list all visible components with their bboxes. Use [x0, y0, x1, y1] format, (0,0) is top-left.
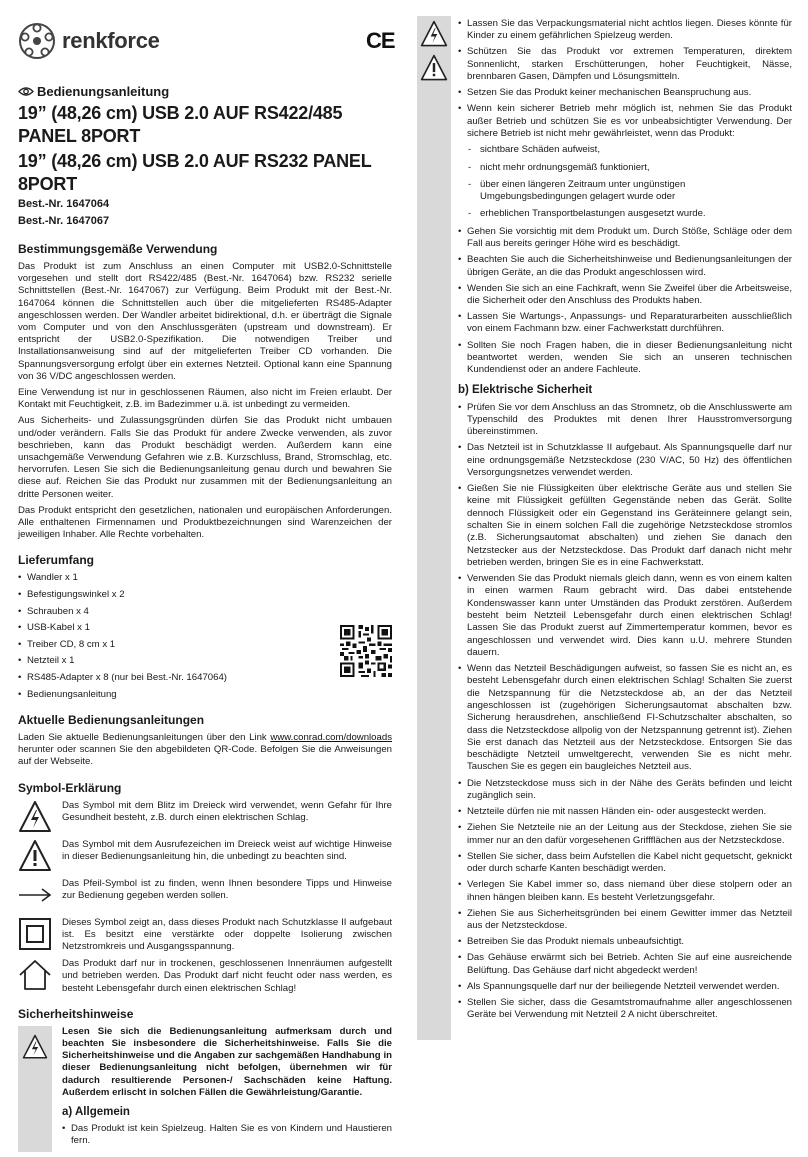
- list-item: • Wenden Sie sich an eine Fachkraft, wenn Sie Zweifel über die Arbeitsweise, die Sicherheit oder den Anschluss des Produkts haben.: [458, 283, 792, 308]
- list-item: • Ziehen Sie Netzteile nie an der Leitung aus der Steckdose, ziehen Sie sie immer nur an den dafür vorgesehenen Griffflächen aus der Netzsteckdose.: [458, 822, 792, 847]
- list-item: • Lassen Sie Wartungs-, Anpassungs- und Reparaturarbeiten ausschließlich von einem Fachmann bzw. einer Fachwerkstatt durchführen.: [458, 311, 792, 336]
- list-item: • Betreiben Sie das Produkt niemals unbeaufsichtigt.: [458, 936, 792, 948]
- product-title-2: 19” (48,26 cm) USB 2.0 AUF RS232 PANEL 8PORT: [18, 151, 372, 194]
- general-list-right-b: [458, 226, 792, 377]
- symbol-row: [18, 800, 392, 834]
- list-item: - über einen längeren Zeitraum unter ungünstigen Umgebungsbedingungen gelagert wurde oder: [468, 179, 792, 204]
- list-item: • Das Netzteil ist in Schutzklasse II aufgebaut. Als Spannungsquelle darf nur eine ordnungsgemäße Netzsteckdose (230 V/AC, 50 Hz) des öffentlichen Versorgungsnetzes verwendet werden.: [458, 442, 792, 479]
- symbol-text: Das Pfeil-Symbol ist zu finden, wenn Ihnen besondere Tipps und Hinweise zur Bedienung gegeben werden sollen.: [62, 877, 392, 901]
- list-item: • Verlegen Sie Kabel immer so, dass niemand über diese stolpern oder an ihnen hängen bleiben kann. Es besteht Verletzungsgefahr.: [458, 879, 792, 904]
- list-item: • Ziehen Sie aus Sicherheitsgründen bei einem Gewitter immer das Netzteil aus der Netzsteckdose.: [458, 908, 792, 933]
- current-manuals-text-before: Laden Sie aktuelle Bedienungsanleitungen über den Link: [18, 731, 271, 743]
- lightning-warning-icon: [420, 20, 448, 48]
- left-column: [18, 18, 395, 1152]
- intended-use-paragraph: Das Produkt entspricht den gesetzlichen, nationalen und europäischen Anforderungen. Alle enthaltenen Firmennamen und Produktbezeichnungen sind Warenzeichen der jeweiligen Inhaber. Alle Rechte vorbehalten.: [18, 504, 392, 541]
- exclamation-warning-icon: [18, 839, 52, 873]
- safety-intro-box: [18, 1026, 392, 1152]
- protection-class-ii-icon: [18, 917, 52, 951]
- product-title-1: 19” (48,26 cm) USB 2.0 AUF RS422/485 PANEL 8PORT: [18, 103, 343, 146]
- electrical-list: [458, 402, 792, 1022]
- symbol-text: Das Symbol mit dem Ausrufezeichen im Dreieck weist auf wichtige Hinweise in dieser Bedienungsanleitung hin, die unbedingt zu beachten sind.: [62, 838, 392, 862]
- symbol-row: [18, 839, 392, 873]
- list-item: • Das Gehäuse erwärmt sich bei Betrieb. Achten Sie auf eine ausreichende Belüftung. Das Gehäuse darf nicht abgedeckt werden!: [458, 952, 792, 977]
- symbol-row: [18, 878, 392, 912]
- list-item: • Befestigungswinkel x 2: [18, 589, 392, 601]
- eye-icon: [18, 86, 34, 97]
- manual-label: [18, 84, 392, 99]
- conditions-list: [468, 144, 792, 220]
- list-item: - sichtbare Schäden aufweist,: [468, 144, 792, 156]
- general-list-right-a: [458, 18, 792, 140]
- lightning-warning-icon: [18, 800, 52, 834]
- right-icon-stack: [417, 20, 451, 88]
- list-item: - erheblichen Transportbelastungen ausgesetzt wurde.: [468, 208, 792, 220]
- list-item: • Das Produkt ist kein Spielzeug. Halten Sie es von Kindern und Haustieren fern.: [62, 1123, 392, 1148]
- list-item: • Gießen Sie nie Flüssigkeiten über elektrische Geräte aus und stellen Sie keine mit Flüssigkeit gefüllten Gegenstände neben das Gerät. Sollte dennoch Flüssigkeit oder ein Gegenstand ins Geräteinnere gelangt sein, schalten Sie in einem solchen Fall die zugehörige Netzsteckdose stromlos (z.B. Sicherungsautomat abschalten) und ziehen Sie danach den Netzstecker aus der Netzsteckdose. Das Produkt darf danach nicht mehr betrieben werden, bringen Sie es in eine Fachwerkstatt.: [458, 483, 792, 569]
- list-item: • Gehen Sie vorsichtig mit dem Produkt um. Durch Stöße, Schläge oder dem Fall aus bereits geringer Höhe wird es beschädigt.: [458, 226, 792, 251]
- list-item: • Die Netzsteckdose muss sich in der Nähe des Geräts befinden und leicht zugänglich sein.: [458, 778, 792, 803]
- safety-intro-content: [62, 1026, 392, 1152]
- list-item: • Wenn das Netzteil Beschädigungen aufweist, so fassen Sie es nicht an, es besteht Lebensgefahr durch einen elektrischen Schlag! Schalten Sie zuerst die Netzspannung für die Netzsteckdose ab, an der das Netzteil angeschlossen ist (zugehörigen Sicherungsautomat abschalten bzw. Sicherung herausdrehen, anschließend FI-Schutzschalter abschalten, so dass die Netzsteckdose allpolig von der Netzspannung getrennt ist). Ziehen Sie erst danach das Netzteil aus der Netzsteckdose. Entsorgen Sie das beschädigte Netzteil umweltgerecht, verwenden Sie es nicht mehr. Tauschen Sie es gegen ein baugleiches Netzteil aus.: [458, 663, 792, 774]
- intended-use-paragraph: Eine Verwendung ist nur in geschlossenen Räumen, also nicht im Freien erlaubt. Der Kontakt mit Feuchtigkeit, z.B. im Badezimmer u.ä. ist unbedingt zu vermeiden.: [18, 387, 392, 411]
- list-item: • Netzteil x 1: [18, 655, 392, 667]
- symbol-text: Das Symbol mit dem Blitz im Dreieck wird verwendet, wenn Gefahr für Ihre Gesundheit besteht, z.B. durch einen elektrischen Schlag.: [62, 799, 392, 823]
- manual-label-text: Bedienungsanleitung: [37, 84, 170, 99]
- scope-list: [18, 572, 392, 700]
- list-item: • Setzen Sie das Produkt keiner mechanischen Beanspruchung aus.: [458, 87, 792, 99]
- list-item: • Netzteile dürfen nie mit nassen Händen ein- oder ausgesteckt werden.: [458, 806, 792, 818]
- list-item: • Bedienungsanleitung: [18, 689, 392, 701]
- right-column: [458, 18, 792, 1026]
- safety-heading: Sicherheitshinweise: [18, 1006, 134, 1021]
- intended-use-heading: Bestimmungsgemäße Verwendung: [18, 242, 218, 256]
- list-item: • Lassen Sie das Verpackungsmaterial nicht achtlos liegen. Dieses könnte für Kinder zu einem gefährlichen Spielzeug werden.: [458, 18, 792, 43]
- scope-heading: Lieferumfang: [18, 553, 95, 568]
- renkforce-logo-icon: [18, 22, 56, 60]
- lightning-warning-icon: [22, 1034, 48, 1060]
- header-logo-row: [18, 18, 395, 68]
- list-item: • Stellen Sie sicher, dass die Gesamtstromaufnahme aller angeschlossenen Geräte bei Verwendung mit Netzteil 2 A nicht überschreitet.: [458, 997, 792, 1022]
- current-manuals-text: [18, 732, 392, 769]
- list-item: • Treiber CD, 8 cm x 1: [18, 639, 392, 651]
- general-heading: a) Allgemein: [62, 1105, 130, 1118]
- right-grey-band: [417, 16, 451, 1040]
- qr-code-icon[interactable]: [340, 625, 392, 677]
- safety-intro-text: Lesen Sie sich die Bedienungsanleitung aufmerksam durch und beachten Sie insbesondere die Sicherheitshinweise. Falls Sie die Sicherheitshinweise und die Angaben zur sachgemäßen Handhabung in dieser Bedienungsanleitung nicht befolgen, übernehmen wir für dadurch resultierende Personen-/ Sachschäden keine Haftung. Außerdem erlischt in solchen Fällen die Gewährleistung/Garantie.: [62, 1025, 392, 1098]
- current-manuals-text-after: herunter oder scannen Sie den abgebildeten QR-Code. Befolgen Sie die Anweisungen auf der Webseite.: [18, 744, 392, 768]
- list-item: • Wenn kein sicherer Betrieb mehr möglich ist, nehmen Sie das Produkt außer Betrieb und schützen Sie es vor unbeabsichtigter Verwendung. Der sichere Betrieb ist nicht mehr gewährleistet, wenn das Produkt:: [458, 103, 792, 140]
- list-item: • RS485-Adapter x 8 (nur bei Best.-Nr. 1647064): [18, 672, 392, 684]
- list-item: • Wandler x 1: [18, 572, 392, 584]
- general-list-left: [62, 1123, 392, 1148]
- symbol-row: [18, 958, 392, 995]
- list-item: • Schrauben x 4: [18, 606, 392, 618]
- intended-use-paragraph: Aus Sicherheits- und Zulassungsgründen dürfen Sie das Produkt nicht umbauen und/oder verändern. Falls Sie das Produkt für andere Zwecke verwenden, als zuvor beschrieben, kann das Produkt beschädigt werden. Außerdem kann eine unsachgemäße Verwendung Gefahren wie z.B. Kurzschluss, Brand, Stromschlag, etc. hervorrufen. Lesen Sie sich die Bedienungsanleitung genau durch und bewahren Sie diese auf. Reichen Sie das Produkt nur zusammen mit der Bedienungsanleitung an dritte Personen weiter.: [18, 415, 392, 500]
- safety-icon-band: [18, 1026, 52, 1152]
- list-item: • Sollten Sie noch Fragen haben, die in dieser Bedienungsanleitung nicht beantwortet werden, wenden Sie sich an unseren technischen Kundendienst oder an andere Fachleute.: [458, 340, 792, 377]
- arrow-icon: [18, 878, 52, 912]
- symbol-text: Das Produkt darf nur in trockenen, geschlossenen Innenräumen aufgestellt und betrieben werden. Das Produkt darf nicht feucht oder nass werden, es besteht Lebensgefahr durch einen elektrischen Schlag!: [62, 958, 392, 994]
- order-number-1: Best.-Nr. 1647064: [18, 198, 110, 210]
- list-item: • Als Spannungsquelle darf nur der beiliegende Netzteil verwendet werden.: [458, 981, 792, 993]
- downloads-link[interactable]: www.conrad.com/downloads: [270, 731, 392, 743]
- symbol-row: [18, 917, 392, 954]
- ce-mark: CE: [366, 28, 395, 53]
- symbol-text: Dieses Symbol zeigt an, dass dieses Produkt nach Schutzklasse II aufgebaut ist. Es besitzt eine verstärkte oder doppelte Isolierung zwischen Netzstromkreis und Ausgangsspannung.: [62, 916, 392, 952]
- order-number-2: Best.-Nr. 1647067: [18, 215, 110, 227]
- list-item: • Beachten Sie auch die Sicherheitshinweise und Bedienungsanleitungen der übrigen Geräte, an die das Produkt angeschlossen wird.: [458, 254, 792, 279]
- exclamation-warning-icon: [420, 54, 448, 82]
- list-item: • Schützen Sie das Produkt vor extremen Temperaturen, direktem Sonnenlicht, starken Erschütterungen, hoher Feuchtigkeit, Nässe, brennbaren Gasen, Dämpfen und Lösungsmitteln.: [458, 46, 792, 83]
- current-manuals-heading: Aktuelle Bedienungsanleitungen: [18, 712, 205, 727]
- list-item: • Verwenden Sie das Produkt niemals gleich dann, wenn es von einem kalten in einen warmen Raum gebracht wird. Das dabei entstehende Kondenswasser kann unter Umständen das Produkt zerstören. Außerdem besteht beim Netzteil Lebensgefahr durch einen elektrischen Schlag! Lassen Sie das Produkt zuerst auf Zimmertemperatur kommen, bevor es angeschlossen und verwendet wird. Dies kann u.U. mehrere Stunden dauern.: [458, 573, 792, 659]
- list-item: • Stellen Sie sicher, dass beim Aufstellen die Kabel nicht gequetscht, geknickt oder durch scharfe Kanten beschädigt werden.: [458, 851, 792, 876]
- list-item: • USB-Kabel x 1: [18, 622, 392, 634]
- list-item: - nicht mehr ordnungsgemäß funktioniert,: [468, 162, 792, 174]
- intended-use-paragraph: Das Produkt ist zum Anschluss an einen Computer mit USB2.0-Schnittstelle vorgesehen und stellt dort RS422/485 (Best.-Nr. 1647064) bzw. RS232 serielle Schnittstellen (Best.-Nr. 1647067) zur Verfügung. Beim Produkt mit der Best.-Nr. 1647064 können die Schnittstellen auch über die mitgelieferten RS485-Adapter angeschlossen werden. Der Wandler arbeitet bidirektional, d.h. er überträgt die Signale vom Computer und von den Anschlussgeräten (upstream und downstream). Er entspricht der USB2.0-Spezifikation. Die notwendigen Treiber und Installationsanweisung sind auf der mitgelieferten Treiber CD vorhanden. Die Spannungsversorgung erfolgt über ein externes Netzteil. Optional kann eine Spannung von 36 V/DC angeschlossen werden.: [18, 261, 392, 382]
- indoor-house-icon: [18, 958, 52, 992]
- electrical-heading: b) Elektrische Sicherheit: [458, 383, 593, 396]
- brand-name: renkforce: [62, 28, 160, 53]
- list-item: • Prüfen Sie vor dem Anschluss an das Stromnetz, ob die Anschlusswerte am Typenschild des Produktes mit denen Ihrer Hausstromversorgung übereinstimmen.: [458, 402, 792, 439]
- scope-section: [18, 553, 392, 700]
- symbols-heading: Symbol-Erklärung: [18, 780, 122, 795]
